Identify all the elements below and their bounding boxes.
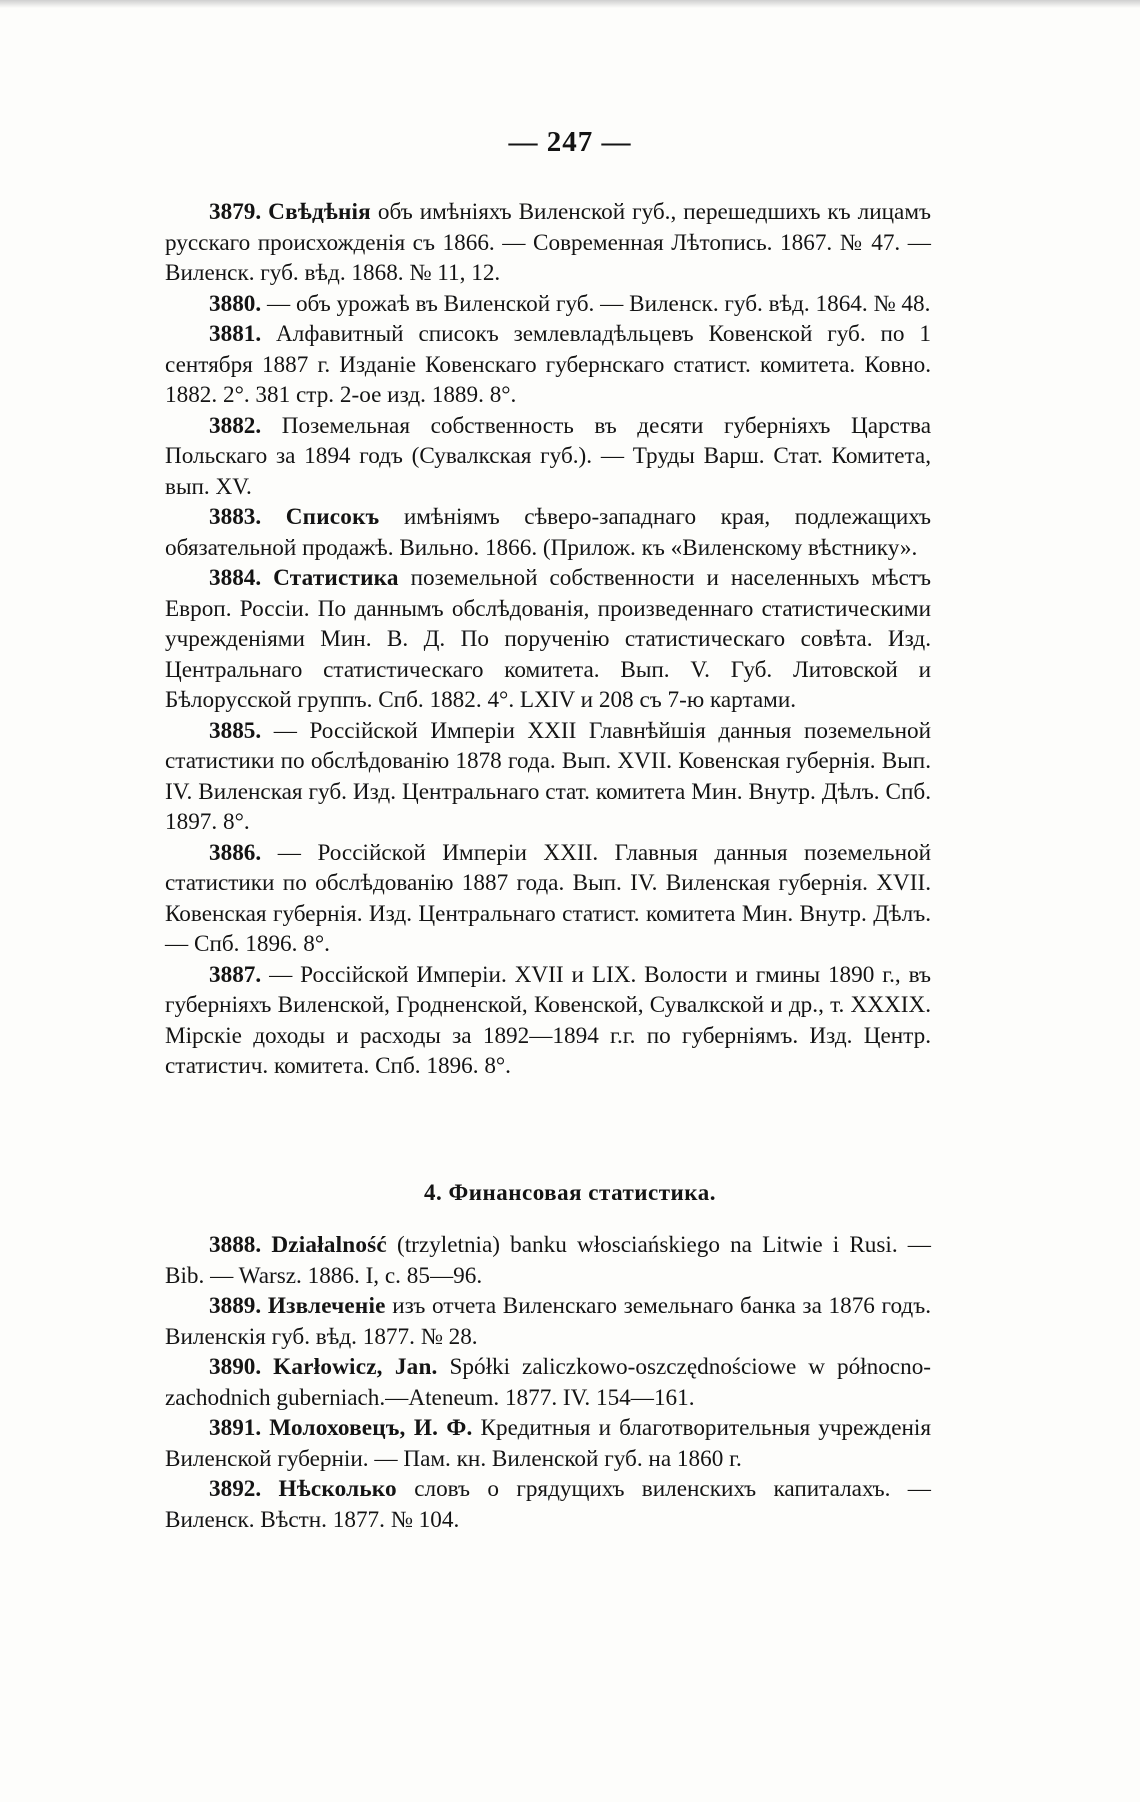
entry-3887: 3887. — Россійской Имперіи. XVII и LIX. Волости и гмины 1890 г., въ губерніяхъ Виленской, Гродненской, Ковенской, Сувалкской и др., т. XXXIX. Мірскіе доходы и расходы за 1892—1894 г.г. по губерніямъ. Изд. Центр. статистич. комитета. Спб. 1896. 8°. xyxy=(165,961,931,1079)
entry-3888: 3888. Działalność (trzyletnia) banku włosciańskiego na Litwie i Rusi. — Bib. — Warsz. 1886. I, c. 85—96. xyxy=(165,1232,931,1289)
scan-edge xyxy=(0,0,1140,8)
page-number: — 247 — xyxy=(508,126,632,158)
entry-3886: 3886. — Россійской Имперіи XXII. Главныя данныя поземельной статистики по обслѣдованію 1887 года. Вып. IV. Виленская губернія. XVII. Ковенская губернія. Изд. Центральнаго статист. комитета Мин. Внутр. Дѣлъ. — Спб. 1896. 8°. xyxy=(165,839,931,957)
section-heading: 4. Финансовая статистика. xyxy=(424,1180,716,1205)
entries-block-2 xyxy=(165,1230,931,1535)
entry-3879: 3879. Свѣдѣнія объ имѣніяхъ Виленской губ., перешедшихъ къ лицамъ русскаго происхожденія съ 1866. — Современная Лѣтопись. 1867. № 47. — Виленск. губ. вѣд. 1868. № 11, 12. xyxy=(165,199,931,286)
entry-3885: 3885. — Россійской Имперіи XXII Главнѣйшія данныя поземельной статистики по обслѣдованію 1878 года. Вып. XVII. Ковенская губернія. Вып. IV. Виленская губ. Изд. Центральнаго стат. комитета Мин. Внутр. Дѣлъ. Спб. 1897. 8°. xyxy=(165,717,931,835)
entry-3890: 3890. Karłowicz, Jan. Spółki zaliczkowo-oszczędnościowe w północno-zachodnich guberniach.—Ateneum. 1877. IV. 154—161. xyxy=(165,1354,932,1411)
entry-3883: 3883. Списокъ имѣніямъ сѣверо-западнаго края, подлежащихъ обязательной продажѣ. Вильно. 1866. (Прилож. къ «Виленскому вѣстнику». xyxy=(165,504,931,561)
entry-3889: 3889. Извлеченіе изъ отчета Виленскаго земельнаго банка за 1876 годъ. Виленскія губ. вѣд. 1877. № 28. xyxy=(165,1293,931,1350)
entry-3882: 3882. Поземельная собственность въ десяти губерніяхъ Царства Польскаго за 1894 годъ (Сувалкская губ.). — Труды Варш. Стат. Комитета, вып. XV. xyxy=(165,412,931,500)
entry-3891: 3891. Молоховецъ, И. Ф. Кредитныя и благотворительныя учрежденія Виленской губерніи. — Пам. кн. Виленской губ. на 1860 г. xyxy=(165,1415,932,1472)
entry-3881: 3881. Алфавитный списокъ землевладѣльцевъ Ковенской губ. по 1 сентября 1887 г. Изданіе Ковенскаго губернскаго статист. комитета. Ковно. 1882. 2°. 381 стр. 2-ое изд. 1889. 8°. xyxy=(165,321,931,408)
entry-3892: 3892. Нѣсколько словъ о грядущихъ виленскихъ капиталахъ. — Виленск. Вѣстн. 1877. № 104. xyxy=(165,1476,931,1533)
entries-block-1 xyxy=(165,197,931,1082)
entry-3880: 3880. — объ урожаѣ въ Виленской губ. — Виленск. губ. вѣд. 1864. № 48. xyxy=(209,290,931,317)
entry-3884: 3884. Статистика поземельной собственности и населенныхъ мѣстъ Европ. Россіи. По даннымъ обслѣдованія, произведеннаго статистическими учрежденіями Мин. В. Д. По порученію статистическаго совѣта. Изд. Центральнаго статистическаго комитета. Вып. V. Губ. Литовской и Бѣлорусской группъ. Спб. 1882. 4°. LXIV и 208 съ 7-ю картами. xyxy=(165,565,931,713)
